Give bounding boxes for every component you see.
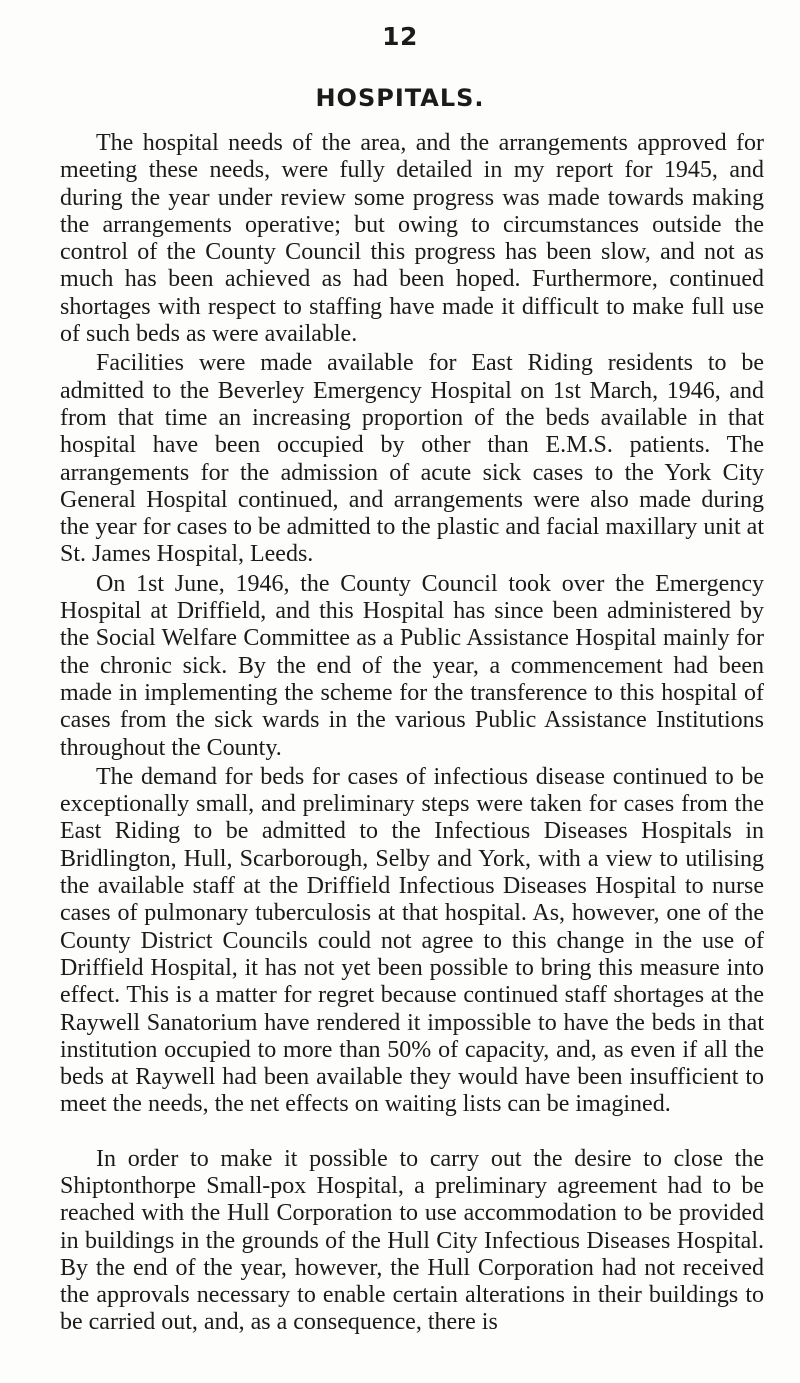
paragraph-infectious-disease: The demand for beds for cases of infectious disease continued to be exceptionally small, and preliminary steps were taken for cases from the East Riding to be admitted to the Infectious Diseases Hospitals in Bridlington, Hull, Scarborough, Selby and York, with a view to utilising the available staff at the Driffield Infectious Diseases Hospital to nurse cases of pulmonary tuberculosis at that hospital. As, however, one of the County District Councils could not agree to this change in the use of Driffield Hospital, it has not yet been possible to bring this measure into effect. This is a matter for regret because continued staff shortages at the Raywell Sanatorium have rendered it impossible to have the beds in that institution occupied to more than 50% of capacity, and, as even if all the beds at Raywell had been available they would have been insufficient to meet the needs, the net effects on waiting lists can be imagined. [60,763,764,1118]
paragraph-facilities: Facilities were made available for East Riding residents to be admitted to the Beverley Emergency Hospital on 1st March, 1946, and from that time an increasing proportion of the beds available in that hospital have been occupied by other than E.M.S. patients. The arrangements for the admission of acute sick cases to the York City General Hospital continued, and arrangements were also made during the year for cases to be admitted to the plastic and facial maxillary unit at St. James Hospital, Leeds. [60,350,764,568]
paragraph-hospital-needs: The hospital needs of the area, and the arrangements approved for meeting these needs, were fully detailed in my report for 1945, and during the year under review some progress was made towards making the arrangements operative; but owing to circumstances outside the control of the County Council this progress has been slow, and not as much has been achieved as had been hoped. Furthermore, continued shortages with respect to staffing have made it difficult to make full use of such beds as were available. [60,130,764,348]
paragraph-shiptonthorpe: In order to make it possible to carry out the desire to close the Shiptonthorpe Small-pox Hospital, a preliminary agreement had to be reached with the Hull Corporation to use accommodation to be provided in buildings in the grounds of the Hull City Infectious Diseases Hospital. By the end of the year, however, the Hull Corporation had not received the approvals necessary to enable certain alterations in their buildings to be carried out, and, as a consequence, there is [60,1145,764,1336]
section-heading: HOSPITALS. [315,84,485,112]
paragraph-driffield-takeover: On 1st June, 1946, the County Council took over the Emergency Hospital at Driffield, and this Hospital has since been administered by the Social Welfare Committee as a Public Assistance Hospital mainly for the chronic sick. By the end of the year, a commencement had been made in implementing the scheme for the transference to this hospital of cases from the sick wards in the various Public Assistance Institutions throughout the County. [60,570,764,761]
body-text [60,130,764,1337]
page-number: 12 [382,22,418,51]
